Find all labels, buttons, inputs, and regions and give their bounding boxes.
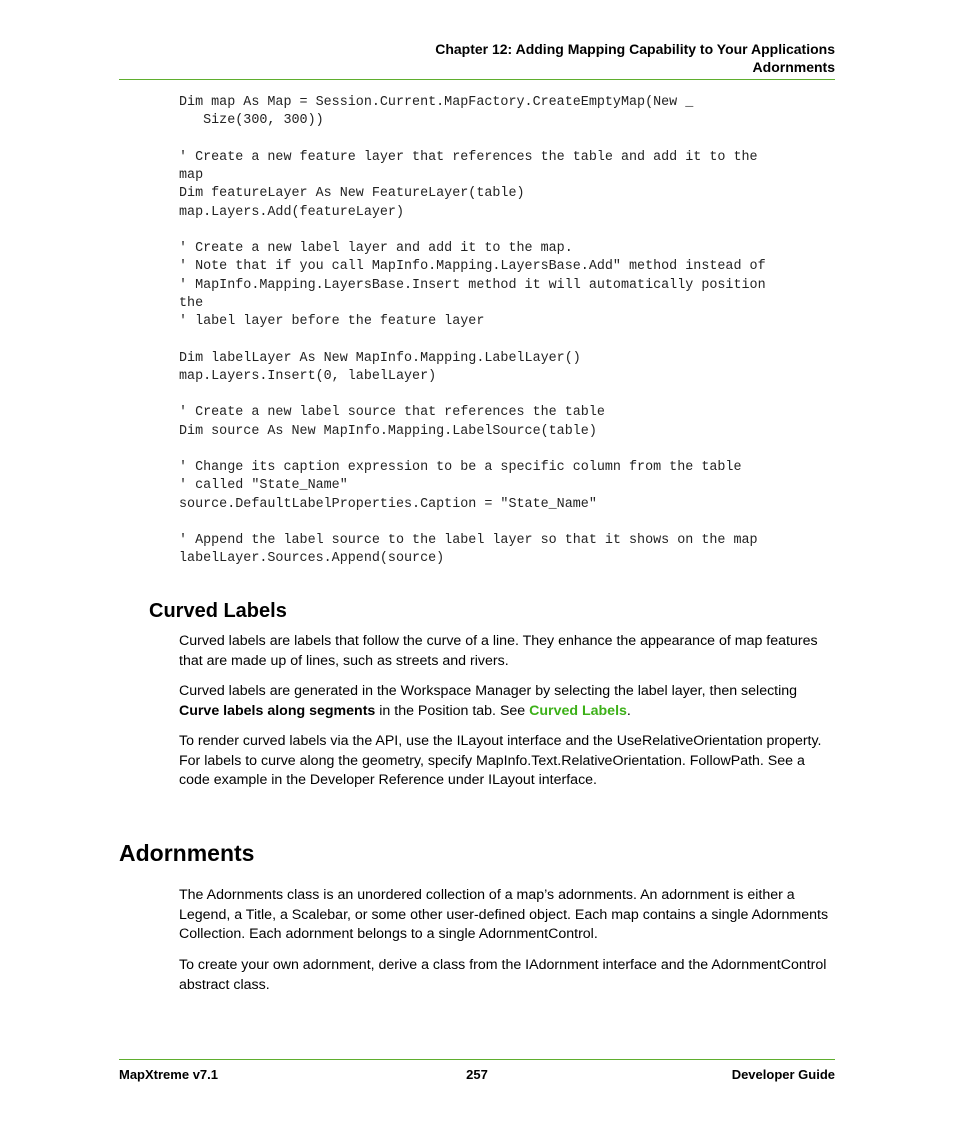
code-line: ' called "State_Name"	[179, 478, 348, 494]
running-header	[119, 40, 835, 76]
adornments-paragraph-1: The Adornments class is an unordered collection of a map’s adornments. An adornment is either a Legend, a Title, a Scalebar, or some other user-defined object. Each map contains a single Adornments Collection. Each adornment belongs to a single AdornmentControl.	[179, 887, 829, 943]
p2-text-end: .	[626, 702, 631, 719]
code-line: Dim featureLayer As New FeatureLayer(table)	[179, 186, 525, 202]
code-line: ' MapInfo.Mapping.LayersBase.Insert method it will automatically position	[179, 277, 766, 293]
code-line: ' Create a new feature layer that references the table and add it to the	[179, 149, 758, 165]
footer-product: MapXtreme v7.1	[119, 1067, 218, 1082]
code-line: map.Layers.Insert(0, labelLayer)	[179, 368, 437, 384]
curved-labels-paragraph-3: To render curved labels via the API, use the ILayout interface and the UseRelativeOrientation property. For labels to curve along the geometry, specify MapInfo.Text.RelativeOrientation. FollowPath. See a code example in the Developer Reference under ILayout interface.	[179, 733, 822, 789]
p2-text-middle: in the Position tab. See	[375, 702, 530, 719]
code-line: labelLayer.Sources.Append(source)	[179, 551, 445, 567]
footer-divider	[119, 1059, 835, 1060]
page-number: 257	[466, 1067, 488, 1082]
p2-text-start: Curved labels are generated in the Workspace Manager by selecting the label layer, then selecting	[179, 683, 798, 699]
code-line: Dim labelLayer As New MapInfo.Mapping.LabelLayer()	[179, 350, 581, 366]
chapter-title: Chapter 12: Adding Mapping Capability to Your Applications	[435, 41, 835, 57]
code-line: ' Append the label source to the label layer so that it shows on the map	[179, 533, 758, 548]
curved-labels-link[interactable]: Curved Labels	[529, 702, 627, 719]
code-line: ' Create a new label source that references the table	[179, 405, 605, 421]
section-title: Adornments	[752, 59, 835, 75]
header-divider	[119, 79, 835, 80]
code-line: source.DefaultLabelProperties.Caption = "State_Name"	[179, 496, 597, 512]
code-line: ' Create a new label layer and add it to the map.	[179, 241, 573, 256]
footer-guide: Developer Guide	[731, 1067, 835, 1082]
code-line: Size(300, 300))	[179, 113, 324, 129]
curved-labels-paragraph-2	[179, 682, 839, 721]
code-line: ' label layer before the feature layer	[179, 314, 485, 329]
curve-labels-option: Curve labels along segments	[179, 702, 376, 719]
code-line: Dim map As Map = Session.Current.MapFactory.CreateEmptyMap(New _	[179, 95, 694, 110]
curved-labels-heading: Curved Labels	[149, 600, 287, 622]
adornments-paragraph-2: To create your own adornment, derive a class from the IAdornment interface and the AdornmentControl abstract class.	[179, 957, 827, 993]
code-line: map.Layers.Add(featureLayer)	[179, 204, 404, 220]
curved-labels-paragraph-1: Curved labels are labels that follow the curve of a line. They enhance the appearance of map features that are made up of lines, such as streets and rivers.	[179, 633, 818, 669]
code-line: Dim source As New MapInfo.Mapping.LabelSource(table)	[179, 423, 597, 439]
code-line: the	[179, 295, 204, 311]
code-sample	[179, 94, 839, 569]
code-line: ' Change its caption expression to be a specific column from the table	[179, 460, 742, 475]
code-line: ' Note that if you call MapInfo.Mapping.LayersBase.Add" method instead of	[179, 259, 766, 275]
adornments-heading: Adornments	[119, 840, 255, 866]
code-line: map	[179, 168, 204, 183]
